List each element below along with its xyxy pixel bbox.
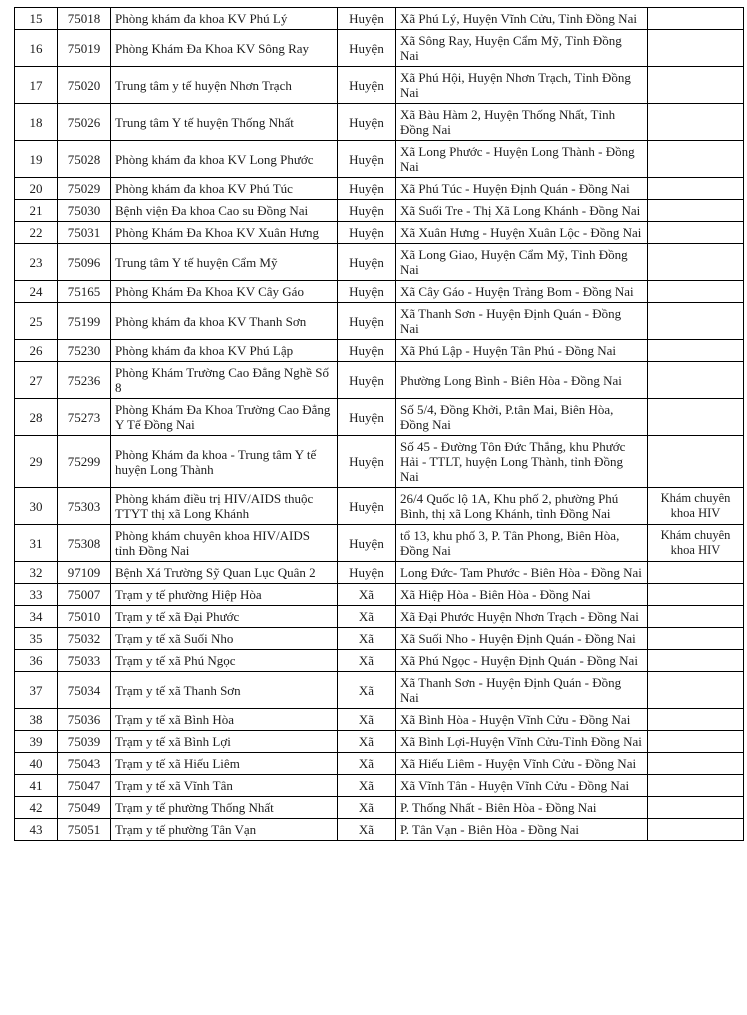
cell-address: Xã Phú Lập - Huyện Tân Phú - Đồng Nai	[396, 340, 648, 362]
cell-note	[648, 628, 744, 650]
cell-name: Trung tâm y tế huyện Nhơn Trạch	[111, 67, 338, 104]
cell-note	[648, 797, 744, 819]
cell-note	[648, 67, 744, 104]
cell-note	[648, 709, 744, 731]
cell-type: Xã	[338, 606, 396, 628]
cell-note	[648, 200, 744, 222]
cell-note	[648, 436, 744, 488]
cell-code: 75026	[58, 104, 111, 141]
cell-type: Huyện	[338, 222, 396, 244]
cell-address: Xã Phú Lý, Huyện Vĩnh Cửu, Tỉnh Đồng Nai	[396, 8, 648, 30]
cell-index: 23	[15, 244, 58, 281]
cell-index: 39	[15, 731, 58, 753]
table-row	[15, 797, 744, 819]
cell-note	[648, 8, 744, 30]
cell-index: 15	[15, 8, 58, 30]
cell-index: 19	[15, 141, 58, 178]
cell-address: Số 5/4, Đồng Khởi, P.tân Mai, Biên Hòa, Đồng Nai	[396, 399, 648, 436]
cell-code: 97109	[58, 562, 111, 584]
cell-address: Xã Hiếu Liêm - Huyện Vĩnh Cửu - Đồng Nai	[396, 753, 648, 775]
cell-index: 43	[15, 819, 58, 841]
cell-index: 30	[15, 488, 58, 525]
cell-code: 75010	[58, 606, 111, 628]
cell-index: 29	[15, 436, 58, 488]
cell-code: 75020	[58, 67, 111, 104]
cell-name: Phòng Khám Đa Khoa KV Sông Ray	[111, 30, 338, 67]
cell-name: Trạm y tế xã Hiếu Liêm	[111, 753, 338, 775]
facility-table	[14, 7, 744, 841]
cell-name: Phòng khám đa khoa KV Phú Túc	[111, 178, 338, 200]
cell-note	[648, 562, 744, 584]
cell-address: Xã Phú Túc - Huyện Định Quán - Đồng Nai	[396, 178, 648, 200]
cell-code: 75028	[58, 141, 111, 178]
cell-index: 31	[15, 525, 58, 562]
cell-type: Huyện	[338, 141, 396, 178]
cell-note	[648, 30, 744, 67]
cell-note: Khám chuyên khoa HIV	[648, 525, 744, 562]
cell-name: Phòng khám đa khoa KV Phú Lý	[111, 8, 338, 30]
cell-code: 75030	[58, 200, 111, 222]
cell-address: 26/4 Quốc lộ 1A, Khu phố 2, phường Phú Bình, thị xã Long Khánh, tỉnh Đồng Nai	[396, 488, 648, 525]
cell-note	[648, 303, 744, 340]
cell-note	[648, 672, 744, 709]
cell-index: 40	[15, 753, 58, 775]
cell-type: Huyện	[338, 362, 396, 399]
cell-name: Trạm y tế xã Vĩnh Tân	[111, 775, 338, 797]
cell-type: Xã	[338, 819, 396, 841]
facility-table-body	[15, 8, 744, 841]
table-row	[15, 488, 744, 525]
cell-note	[648, 731, 744, 753]
cell-index: 33	[15, 584, 58, 606]
cell-type: Huyện	[338, 340, 396, 362]
cell-code: 75230	[58, 340, 111, 362]
cell-index: 21	[15, 200, 58, 222]
cell-type: Xã	[338, 753, 396, 775]
table-row	[15, 178, 744, 200]
cell-code: 75273	[58, 399, 111, 436]
cell-address: P. Thống Nhất - Biên Hòa - Đồng Nai	[396, 797, 648, 819]
cell-code: 75043	[58, 753, 111, 775]
cell-type: Xã	[338, 709, 396, 731]
cell-note: Khám chuyên khoa HIV	[648, 488, 744, 525]
cell-address: Xã Suối Nho - Huyện Định Quán - Đồng Nai	[396, 628, 648, 650]
cell-name: Trạm y tế xã Phú Ngọc	[111, 650, 338, 672]
cell-code: 75031	[58, 222, 111, 244]
cell-code: 75199	[58, 303, 111, 340]
table-row	[15, 281, 744, 303]
cell-address: Xã Bình Lợi-Huyện Vĩnh Cửu-Tỉnh Đồng Nai	[396, 731, 648, 753]
cell-type: Huyện	[338, 281, 396, 303]
cell-address: P. Tân Vạn - Biên Hòa - Đồng Nai	[396, 819, 648, 841]
cell-address: Xã Đại Phước Huyện Nhơn Trạch - Đồng Nai	[396, 606, 648, 628]
cell-type: Huyện	[338, 244, 396, 281]
cell-index: 27	[15, 362, 58, 399]
cell-index: 41	[15, 775, 58, 797]
cell-code: 75308	[58, 525, 111, 562]
cell-code: 75299	[58, 436, 111, 488]
table-row	[15, 525, 744, 562]
cell-name: Phòng khám điều trị HIV/AIDS thuộc TTYT thị xã Long Khánh	[111, 488, 338, 525]
cell-address: Xã Bàu Hàm 2, Huyện Thống Nhất, Tỉnh Đồng Nai	[396, 104, 648, 141]
table-row	[15, 141, 744, 178]
cell-code: 75034	[58, 672, 111, 709]
cell-name: Phòng Khám Đa Khoa KV Cây Gáo	[111, 281, 338, 303]
cell-address: Xã Phú Hội, Huyện Nhơn Trạch, Tỉnh Đồng Nai	[396, 67, 648, 104]
cell-name: Trạm y tế phường Thống Nhất	[111, 797, 338, 819]
cell-index: 17	[15, 67, 58, 104]
table-row	[15, 775, 744, 797]
cell-index: 38	[15, 709, 58, 731]
table-row	[15, 399, 744, 436]
cell-type: Huyện	[338, 104, 396, 141]
cell-type: Huyện	[338, 399, 396, 436]
table-row	[15, 67, 744, 104]
cell-type: Xã	[338, 672, 396, 709]
cell-note	[648, 606, 744, 628]
cell-name: Trạm y tế phường Tân Vạn	[111, 819, 338, 841]
cell-type: Xã	[338, 797, 396, 819]
table-row	[15, 30, 744, 67]
cell-code: 75049	[58, 797, 111, 819]
cell-name: Bệnh Xá Trường Sỹ Quan Lục Quân 2	[111, 562, 338, 584]
cell-code: 75096	[58, 244, 111, 281]
cell-type: Huyện	[338, 200, 396, 222]
table-row	[15, 731, 744, 753]
cell-code: 75303	[58, 488, 111, 525]
cell-address: Long Đức- Tam Phước - Biên Hòa - Đồng Nai	[396, 562, 648, 584]
cell-address: Xã Long Phước - Huyện Long Thành - Đồng Nai	[396, 141, 648, 178]
cell-name: Trạm y tế xã Bình Lợi	[111, 731, 338, 753]
cell-type: Huyện	[338, 525, 396, 562]
table-row	[15, 244, 744, 281]
table-row	[15, 628, 744, 650]
cell-address: Xã Sông Ray, Huyện Cẩm Mỹ, Tỉnh Đồng Nai	[396, 30, 648, 67]
cell-code: 75032	[58, 628, 111, 650]
table-row	[15, 222, 744, 244]
cell-code: 75029	[58, 178, 111, 200]
cell-code: 75007	[58, 584, 111, 606]
cell-note	[648, 819, 744, 841]
cell-name: Phòng khám chuyên khoa HIV/AIDS tỉnh Đồng Nai	[111, 525, 338, 562]
cell-name: Trạm y tế phường Hiệp Hòa	[111, 584, 338, 606]
cell-type: Huyện	[338, 178, 396, 200]
cell-index: 34	[15, 606, 58, 628]
cell-type: Xã	[338, 731, 396, 753]
cell-type: Huyện	[338, 488, 396, 525]
cell-note	[648, 222, 744, 244]
cell-name: Phòng Khám đa khoa - Trung tâm Y tế huyện Long Thành	[111, 436, 338, 488]
cell-address: Xã Vĩnh Tân - Huyện Vĩnh Cửu - Đồng Nai	[396, 775, 648, 797]
cell-address: Xã Thanh Sơn - Huyện Định Quán - Đồng Nai	[396, 303, 648, 340]
cell-index: 32	[15, 562, 58, 584]
cell-code: 75036	[58, 709, 111, 731]
cell-code: 75033	[58, 650, 111, 672]
cell-note	[648, 399, 744, 436]
table-row	[15, 584, 744, 606]
table-row	[15, 819, 744, 841]
cell-type: Huyện	[338, 436, 396, 488]
cell-type: Xã	[338, 650, 396, 672]
cell-index: 22	[15, 222, 58, 244]
cell-note	[648, 753, 744, 775]
cell-note	[648, 584, 744, 606]
table-row	[15, 340, 744, 362]
cell-index: 42	[15, 797, 58, 819]
cell-code: 75236	[58, 362, 111, 399]
cell-name: Trung tâm Y tế huyện Cẩm Mỹ	[111, 244, 338, 281]
cell-name: Bệnh viện Đa khoa Cao su Đồng Nai	[111, 200, 338, 222]
cell-name: Trạm y tế xã Bình Hòa	[111, 709, 338, 731]
cell-name: Trạm y tế xã Suối Nho	[111, 628, 338, 650]
cell-name: Trung tâm Y tế huyện Thống Nhất	[111, 104, 338, 141]
cell-type: Huyện	[338, 67, 396, 104]
table-row	[15, 753, 744, 775]
cell-note	[648, 775, 744, 797]
cell-name: Phòng Khám Trường Cao Đẳng Nghề Số 8	[111, 362, 338, 399]
cell-name: Phòng khám đa khoa KV Long Phước	[111, 141, 338, 178]
cell-note	[648, 104, 744, 141]
table-row	[15, 436, 744, 488]
cell-name: Phòng khám đa khoa KV Phú Lập	[111, 340, 338, 362]
table-row	[15, 104, 744, 141]
table-row	[15, 362, 744, 399]
cell-note	[648, 650, 744, 672]
table-row	[15, 650, 744, 672]
table-row	[15, 303, 744, 340]
cell-index: 26	[15, 340, 58, 362]
cell-code: 75165	[58, 281, 111, 303]
cell-code: 75051	[58, 819, 111, 841]
cell-type: Huyện	[338, 30, 396, 67]
cell-address: Xã Phú Ngọc - Huyện Định Quán - Đồng Nai	[396, 650, 648, 672]
cell-note	[648, 362, 744, 399]
cell-note	[648, 340, 744, 362]
cell-index: 36	[15, 650, 58, 672]
cell-note	[648, 178, 744, 200]
cell-code: 75039	[58, 731, 111, 753]
cell-name: Trạm y tế xã Đại Phước	[111, 606, 338, 628]
cell-type: Xã	[338, 628, 396, 650]
cell-address: Xã Long Giao, Huyện Cẩm Mỹ, Tỉnh Đồng Nai	[396, 244, 648, 281]
cell-name: Phòng Khám Đa Khoa Trường Cao Đẳng Y Tế Đồng Nai	[111, 399, 338, 436]
cell-index: 28	[15, 399, 58, 436]
cell-address: tổ 13, khu phố 3, P. Tân Phong, Biên Hòa, Đồng Nai	[396, 525, 648, 562]
cell-index: 37	[15, 672, 58, 709]
cell-address: Xã Bình Hòa - Huyện Vĩnh Cửu - Đồng Nai	[396, 709, 648, 731]
cell-code: 75047	[58, 775, 111, 797]
cell-index: 20	[15, 178, 58, 200]
table-row	[15, 562, 744, 584]
cell-address: Số 45 - Đường Tôn Đức Thắng, khu Phước Hải - TTLT, huyện Long Thành, tỉnh Đồng Nai	[396, 436, 648, 488]
table-row	[15, 606, 744, 628]
cell-address: Xã Suối Tre - Thị Xã Long Khánh - Đồng Nai	[396, 200, 648, 222]
cell-address: Xã Xuân Hưng - Huyện Xuân Lộc - Đồng Nai	[396, 222, 648, 244]
cell-index: 35	[15, 628, 58, 650]
cell-type: Huyện	[338, 303, 396, 340]
cell-address: Phường Long Bình - Biên Hòa - Đồng Nai	[396, 362, 648, 399]
cell-code: 75018	[58, 8, 111, 30]
cell-type: Huyện	[338, 8, 396, 30]
cell-address: Xã Thanh Sơn - Huyện Định Quán - Đồng Nai	[396, 672, 648, 709]
cell-type: Xã	[338, 775, 396, 797]
cell-note	[648, 244, 744, 281]
cell-name: Phòng Khám Đa Khoa KV Xuân Hưng	[111, 222, 338, 244]
cell-type: Xã	[338, 584, 396, 606]
cell-address: Xã Cây Gáo - Huyện Trảng Bom - Đồng Nai	[396, 281, 648, 303]
table-row	[15, 672, 744, 709]
cell-note	[648, 281, 744, 303]
cell-index: 24	[15, 281, 58, 303]
table-row	[15, 200, 744, 222]
cell-note	[648, 141, 744, 178]
cell-type: Huyện	[338, 562, 396, 584]
cell-index: 25	[15, 303, 58, 340]
cell-name: Trạm y tế xã Thanh Sơn	[111, 672, 338, 709]
cell-address: Xã Hiệp Hòa - Biên Hòa - Đồng Nai	[396, 584, 648, 606]
cell-code: 75019	[58, 30, 111, 67]
table-row	[15, 8, 744, 30]
cell-name: Phòng khám đa khoa KV Thanh Sơn	[111, 303, 338, 340]
cell-index: 16	[15, 30, 58, 67]
table-row	[15, 709, 744, 731]
cell-index: 18	[15, 104, 58, 141]
